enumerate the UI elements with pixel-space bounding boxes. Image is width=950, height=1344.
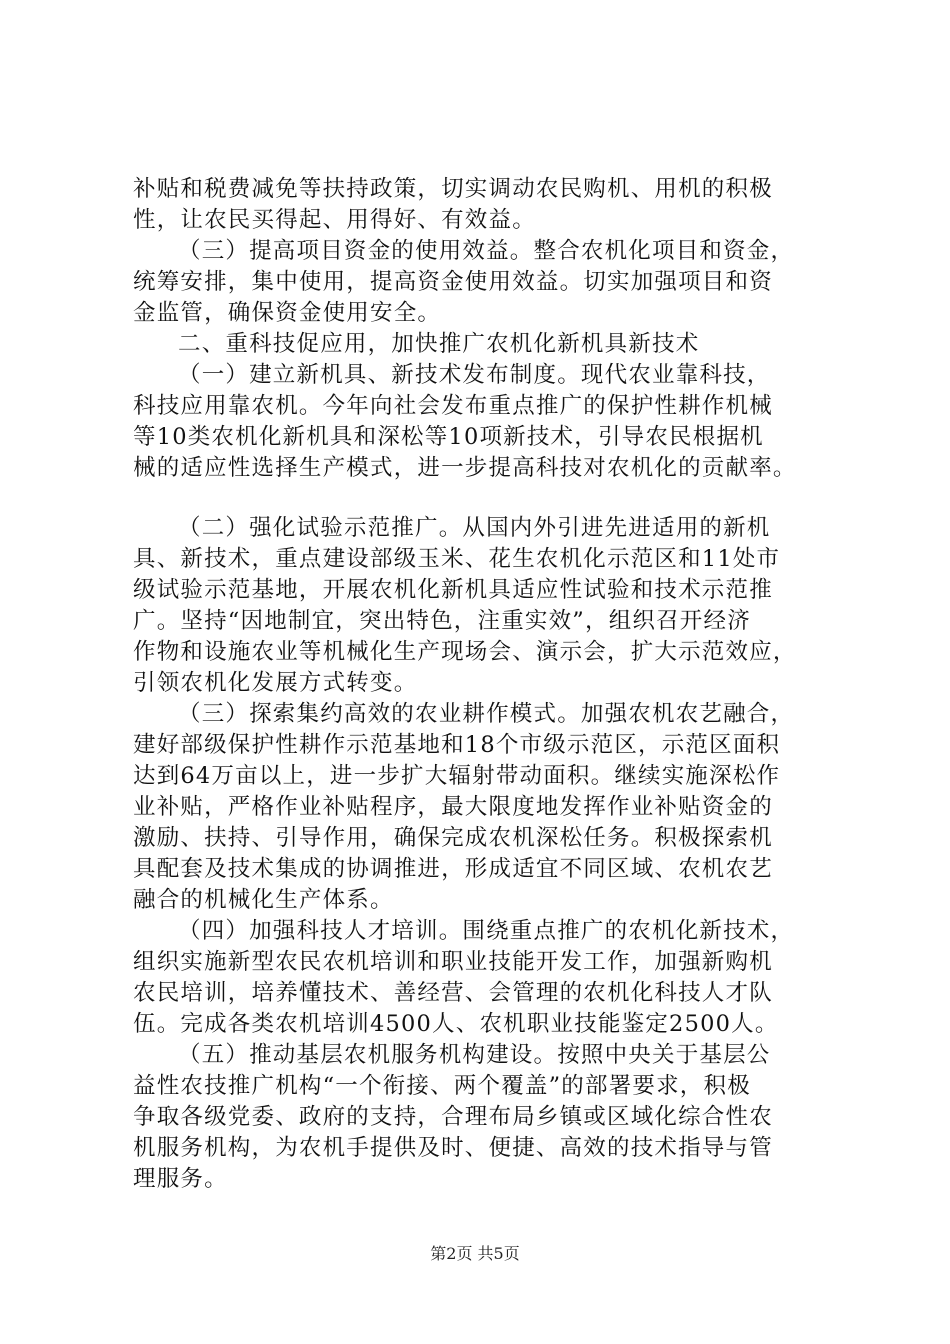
- text-line: 农民培训，培养懂技术、善经营、会管理的农机化科技人才队: [133, 980, 773, 1006]
- text-line: 科技应用靠农机。今年向社会发布重点推广的保护性耕作机械: [133, 393, 773, 419]
- text-line: 益性农技推广机构“一个衔接、两个覆盖”的部署要求，积极: [133, 1073, 751, 1099]
- text-line: 补贴和税费减免等扶持政策，切实调动农民购机、用机的积极: [133, 176, 773, 202]
- text-line: （三）提高项目资金的使用效益。整合农机化项目和资金，: [178, 238, 795, 264]
- text-line: 级试验示范基地，开展农机化新机具适应性试验和技术示范推: [133, 577, 773, 603]
- text-line: 争取各级党委、政府的支持，合理布局乡镇或区域化综合性农: [133, 1104, 773, 1130]
- text-line: 广。坚持“因地制宜，突出特色，注重实效”，组织召开经济: [133, 608, 751, 634]
- page-number-footer: 第2页 共5页: [430, 1244, 520, 1263]
- text-line: （五）推动基层农机服务机构建设。按照中央关于基层公: [178, 1042, 771, 1068]
- text-line: 业补贴，严格作业补贴程序，最大限度地发挥作业补贴资金的: [133, 794, 773, 820]
- text-line: 组织实施新型农民农机培训和职业技能开发工作，加强新购机: [133, 949, 773, 975]
- section-heading: 二、重科技促应用，加快推广农机化新机具新技术: [178, 331, 700, 357]
- text-line: 具、新技术，重点建设部级玉米、花生农机化示范区和11处市: [133, 546, 781, 572]
- text-line: 械的适应性选择生产模式，进一步提高科技对农机化的贡献率。: [133, 455, 797, 481]
- text-line: （四）加强科技人才培训。围绕重点推广的农机化新技术，: [178, 918, 795, 944]
- text-line: （一）建立新机具、新技术发布制度。现代农业靠科技，: [178, 362, 771, 388]
- text-line: 建好部级保护性耕作示范基地和18个市级示范区，示范区面积: [133, 732, 781, 758]
- text-line: 具配套及技术集成的协调推进，形成适宜不同区域、农机农艺: [133, 856, 773, 882]
- text-line: （三）探索集约高效的农业耕作模式。加强农机农艺融合，: [178, 701, 795, 727]
- text-line: 机服务机构，为农机手提供及时、便捷、高效的技术指导与管: [133, 1135, 773, 1161]
- text-line: 融合的机械化生产体系。: [133, 887, 394, 913]
- text-line: 性，让农民买得起、用得好、有效益。: [133, 207, 536, 233]
- text-line: 统筹安排，集中使用，提高资金使用效益。切实加强项目和资: [133, 269, 773, 295]
- text-line: 理服务。: [133, 1166, 228, 1192]
- text-line: 金监管，确保资金使用安全。: [133, 300, 442, 326]
- text-line: 激励、扶持、引导作用，确保完成农机深松任务。积极探索机: [133, 825, 773, 851]
- text-line: （二）强化试验示范推广。从国内外引进先进适用的新机: [178, 515, 771, 541]
- text-line: 等10类农机化新机具和深松等10项新技术，引导农民根据机: [133, 424, 764, 450]
- text-line: 达到64万亩以上，进一步扩大辐射带动面积。继续实施深松作: [133, 763, 781, 789]
- text-line: 作物和设施农业等机械化生产现场会、演示会，扩大示范效应，: [133, 639, 797, 665]
- text-line: 引领农机化发展方式转变。: [133, 670, 418, 696]
- text-line: 伍。完成各类农机培训4500人、农机职业技能鉴定2500人。: [133, 1011, 779, 1037]
